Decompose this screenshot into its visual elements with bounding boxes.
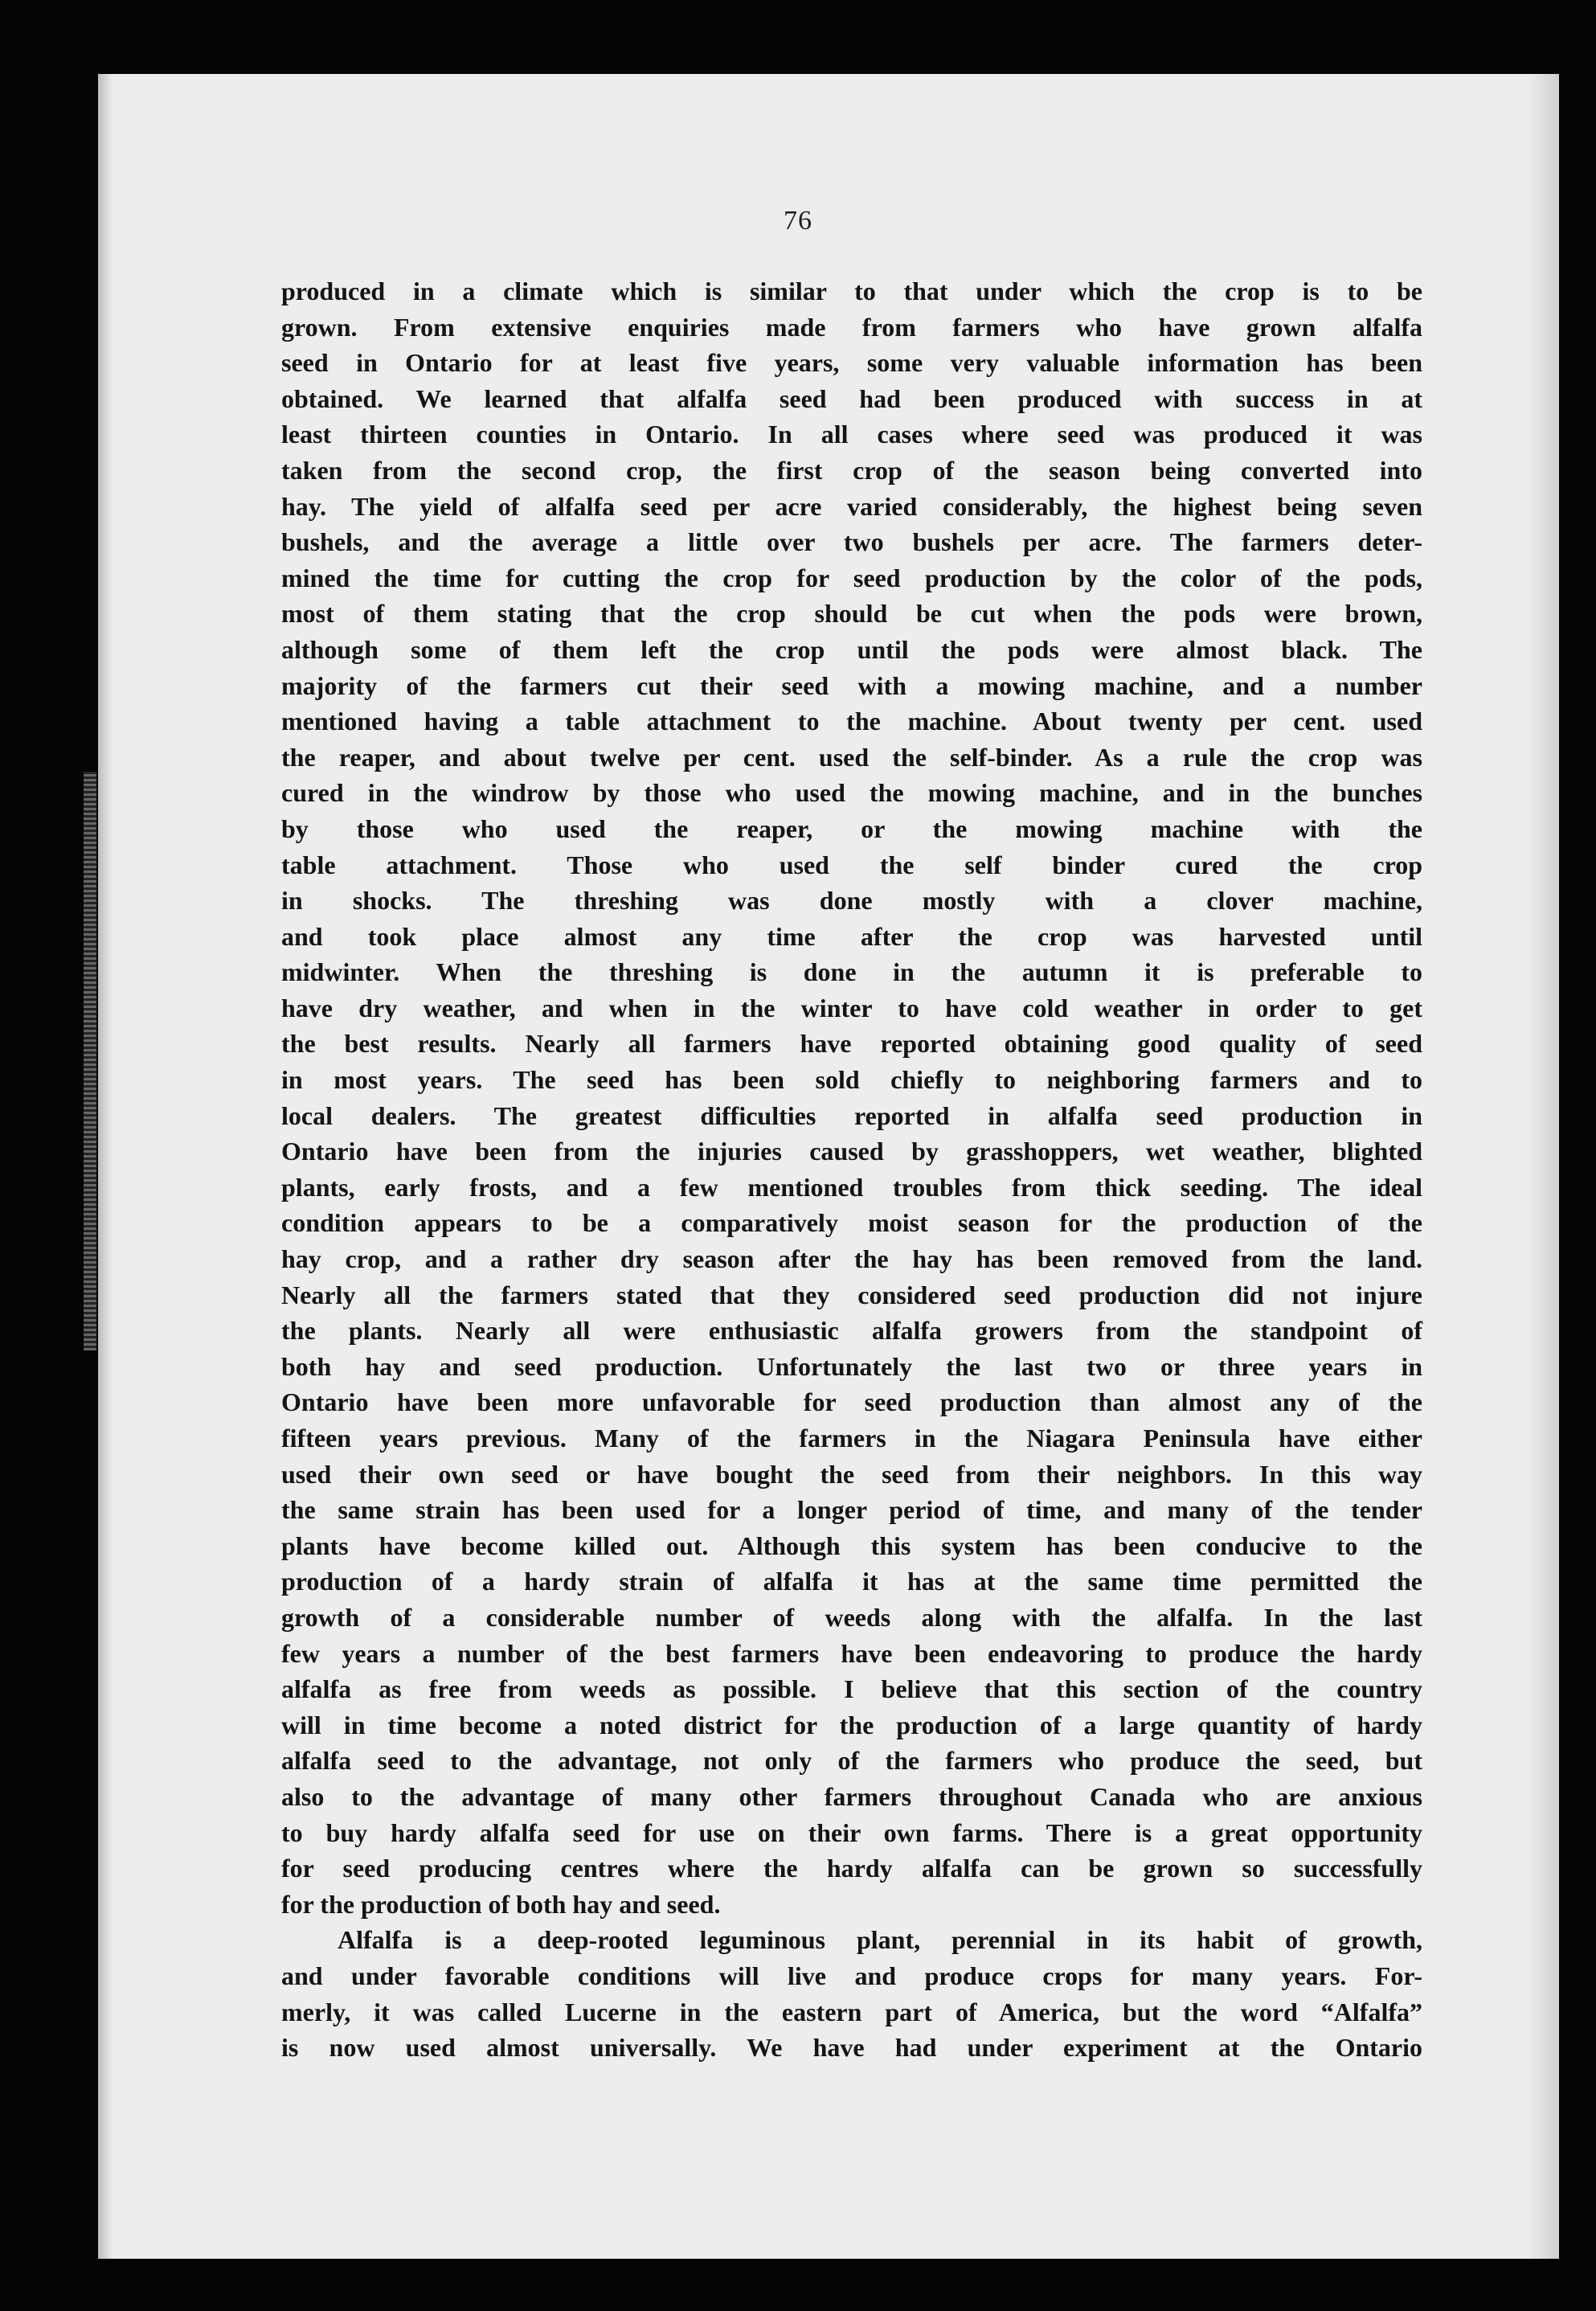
- text-line: alfalfa as free from weeds as possible. I believe that this section of the country: [281, 1674, 1422, 1704]
- text-line: majority of the farmers cut their seed with a mowing machine, and a number: [281, 670, 1422, 700]
- text-line: Alfalfa is a deep-rooted leguminous plant, perennial in its habit of growth,: [338, 1925, 1422, 1955]
- text-line: taken from the second crop, the first crop of the season being converted into: [281, 455, 1422, 485]
- text-line: alfalfa seed to the advantage, not only of the farmers who produce the seed, but: [281, 1746, 1422, 1776]
- text-line: although some of them left the crop until the pods were almost black. The: [281, 634, 1422, 664]
- text-line: plants have become killed out. Although this system has been conducive to the: [281, 1530, 1422, 1560]
- text-line: midwinter. When the threshing is done in the autumn it is preferable to: [281, 957, 1422, 987]
- text-line: produced in a climate which is similar to that under which the crop is to be: [281, 277, 1422, 305]
- paragraph-1: [281, 273, 1422, 1922]
- text-line: growth of a considerable number of weeds along with the alfalfa. In the last: [281, 1602, 1422, 1632]
- text-line: the reaper, and about twelve per cent. used the self-binder. As a rule the crop was: [281, 742, 1422, 772]
- text-line: in most years. The seed has been sold chiefly to neighboring farmers and to: [281, 1065, 1422, 1095]
- text-line: merly, it was called Lucerne in the eastern part of America, but the word “Alfalfa”: [281, 1997, 1422, 2026]
- text-line: most of them stating that the crop should be cut when the pods were brown,: [281, 599, 1422, 629]
- text-line: table attachment. Those who used the self binder cured the crop: [281, 850, 1422, 879]
- text-line: mined the time for cutting the crop for seed production by the color of the pods,: [281, 563, 1422, 592]
- text-line: grown. From extensive enquiries made from farmers who have grown alfalfa: [281, 312, 1422, 342]
- text-line: to buy hardy alfalfa seed for use on their own farms. There is a great opportunity: [281, 1817, 1422, 1847]
- text-line: by those who used the reaper, or the mowing machine with the: [281, 813, 1422, 843]
- text-line: condition appears to be a comparatively moist season for the production of the: [281, 1208, 1422, 1238]
- text-line: obtained. We learned that alfalfa seed had been produced with success in at: [281, 383, 1422, 413]
- binding-edge: [84, 772, 96, 1350]
- text-line: bushels, and the average a little over two bushels per acre. The farmers deter-: [281, 527, 1422, 557]
- body-text: [281, 273, 1422, 2066]
- text-line: will in time become a noted district for the production of a large quantity of hardy: [281, 1710, 1422, 1739]
- text-line: is now used almost universally. We have had under experiment at the Ontario: [281, 2033, 1422, 2063]
- text-line: used their own seed or have bought the seed from their neighbors. In this way: [281, 1459, 1422, 1489]
- text-line: in shocks. The threshing was done mostly with a clover machine,: [281, 886, 1422, 916]
- text-line: the same strain has been used for a longer period of time, and many of the tender: [281, 1495, 1422, 1525]
- text-line: cured in the windrow by those who used the mowing machine, and in the bunches: [281, 778, 1422, 808]
- text-line: fifteen years previous. Many of the farmers in the Niagara Peninsula have either: [281, 1424, 1422, 1453]
- paragraph-2: [281, 1922, 1422, 2065]
- text-line: plants, early frosts, and a few mentioned troubles from thick seeding. The ideal: [281, 1172, 1422, 1202]
- page-number: 76: [784, 206, 812, 236]
- text-line: mentioned having a table attachment to the machine. About twenty per cent. used: [281, 707, 1422, 736]
- text-line: production of a hardy strain of alfalfa it has at the same time permitted the: [281, 1567, 1422, 1596]
- text-line: have dry weather, and when in the winter to have cold weather in order to get: [281, 993, 1422, 1022]
- text-line: Ontario have been more unfavorable for seed production than almost any of the: [281, 1387, 1422, 1417]
- text-line: the plants. Nearly all were enthusiastic alfalfa growers from the standpoint of: [281, 1316, 1422, 1346]
- text-line: seed in Ontario for at least five years, some very valuable information has been: [281, 348, 1422, 378]
- text-line: for the production of both hay and seed.: [281, 1889, 721, 1919]
- text-line: both hay and seed production. Unfortunately the last two or three years in: [281, 1351, 1422, 1381]
- text-line: local dealers. The greatest difficulties reported in alfalfa seed production in: [281, 1100, 1422, 1130]
- text-line: hay. The yield of alfalfa seed per acre varied considerably, the highest being seven: [281, 491, 1422, 521]
- text-line: the best results. Nearly all farmers have reported obtaining good quality of seed: [281, 1029, 1422, 1059]
- text-line: for seed producing centres where the hardy alfalfa can be grown so successfully: [281, 1854, 1422, 1883]
- text-line: Ontario have been from the injuries caused by grasshoppers, wet weather, blighted: [281, 1137, 1422, 1166]
- text-line: few years a number of the best farmers have been endeavoring to produce the hardy: [281, 1638, 1422, 1668]
- text-line: least thirteen counties in Ontario. In all cases where seed was produced it was: [281, 420, 1422, 449]
- text-line: hay crop, and a rather dry season after the hay has been removed from the land.: [281, 1244, 1422, 1274]
- text-line: also to the advantage of many other farmers throughout Canada who are anxious: [281, 1781, 1422, 1811]
- text-line: Nearly all the farmers stated that they considered seed production did not injure: [281, 1280, 1422, 1309]
- text-line: and took place almost any time after the crop was harvested until: [281, 921, 1422, 951]
- text-line: and under favorable conditions will live and produce crops for many years. For-: [281, 1961, 1422, 1990]
